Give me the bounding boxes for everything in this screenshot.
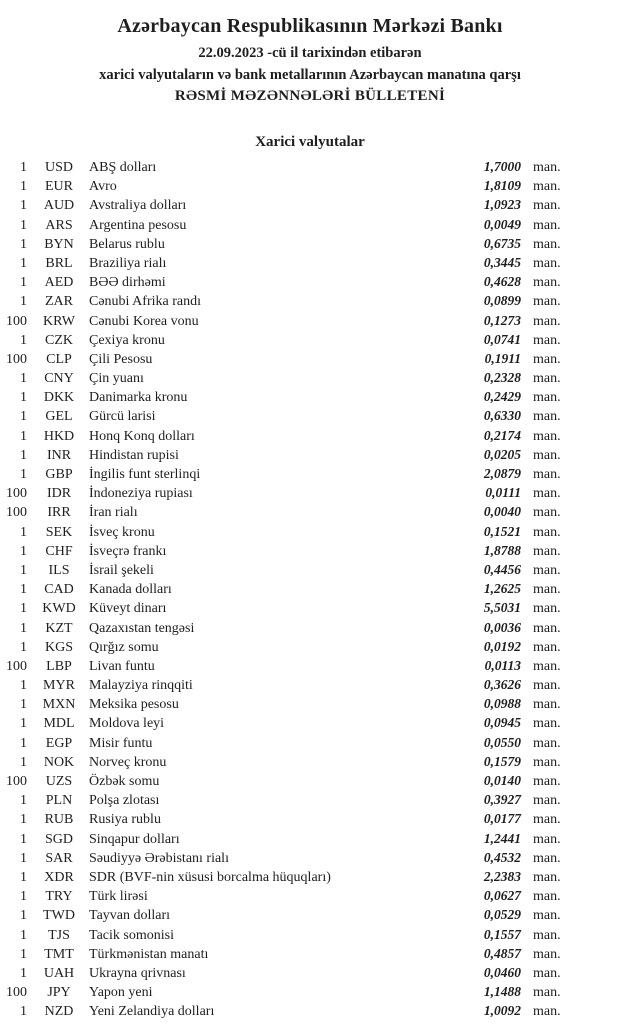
unit-cell: man. — [533, 735, 561, 751]
quantity-cell: 1 — [20, 447, 27, 463]
currency-name-cell: Avstraliya dolları — [89, 198, 187, 214]
currency-name-cell: Honq Konq dolları — [89, 428, 195, 444]
currency-name-cell: Yapon yeni — [89, 985, 153, 1001]
quantity-cell: 100 — [6, 313, 27, 329]
currency-code-cell: INR — [46, 447, 72, 463]
currency-name-cell: Çexiya kronu — [89, 332, 165, 348]
currency-code-cell: KZT — [45, 620, 73, 636]
table-row — [0, 752, 566, 771]
unit-cell: man. — [533, 831, 561, 847]
currency-name-cell: Səudiyyə Ərəbistanı rialı — [89, 850, 229, 866]
rate-value-cell: 0,0113 — [484, 657, 521, 673]
currency-name-cell: İndoneziya rupiası — [89, 486, 193, 502]
rate-value-cell: 0,2174 — [483, 427, 521, 443]
table-row — [0, 598, 566, 617]
quantity-cell: 1 — [20, 179, 27, 195]
unit-cell: man. — [533, 294, 561, 310]
quantity-cell: 100 — [6, 486, 27, 502]
rate-value-cell: 0,0988 — [483, 696, 521, 712]
currency-code-cell: MXN — [42, 697, 76, 713]
quantity-cell: 1 — [20, 543, 27, 559]
table-row — [0, 445, 566, 464]
quantity-cell: 1 — [20, 275, 27, 291]
unit-cell: man. — [533, 505, 561, 521]
currency-name-cell: Qazaxıstan tengəsi — [89, 620, 195, 636]
rate-value-cell: 0,0036 — [483, 619, 521, 635]
currency-name-cell: Türkmənistan manatı — [89, 946, 209, 962]
unit-cell: man. — [533, 236, 561, 252]
table-row — [0, 694, 566, 713]
rate-value-cell: 0,1521 — [483, 523, 521, 539]
unit-cell: man. — [533, 985, 561, 1001]
table-row — [0, 483, 566, 502]
currency-name-cell: Polşa zlotası — [89, 793, 160, 809]
unit-cell: man. — [533, 447, 561, 463]
currency-code-cell: TWD — [43, 908, 75, 924]
rate-value-cell: 0,4628 — [483, 274, 521, 290]
table-row — [0, 157, 566, 176]
quantity-cell: 100 — [6, 985, 27, 1001]
exchange-rates-table — [0, 157, 566, 1020]
quantity-cell: 1 — [20, 601, 27, 617]
currency-code-cell: SEK — [45, 524, 73, 540]
rate-value-cell: 0,0040 — [483, 504, 521, 520]
unit-cell: man. — [533, 658, 561, 674]
quantity-cell: 1 — [20, 620, 27, 636]
rate-value-cell: 2,0879 — [483, 466, 521, 481]
rate-value-cell: 1,1488 — [483, 984, 521, 1000]
rate-value-cell: 0,4456 — [483, 561, 521, 577]
quantity-cell: 1 — [20, 390, 27, 406]
rate-value-cell: 0,6735 — [483, 235, 521, 251]
bulletin-title: RƏSMİ MƏZƏNNƏLƏRİ BÜLLETENİ — [174, 88, 446, 104]
quantity-cell: 1 — [20, 409, 27, 425]
quantity-cell: 1 — [20, 927, 27, 943]
unit-cell: man. — [533, 793, 561, 809]
quantity-cell: 1 — [20, 217, 27, 233]
quantity-cell: 1 — [20, 831, 27, 847]
table-row — [0, 541, 566, 560]
table-row — [0, 176, 566, 195]
rate-value-cell: 0,0529 — [483, 907, 521, 923]
unit-cell: man. — [533, 486, 561, 502]
currency-code-cell: AED — [44, 275, 74, 291]
table-row — [0, 963, 566, 982]
currency-name-cell: Rusiya rublu — [89, 812, 161, 828]
currency-code-cell: GEL — [45, 409, 73, 425]
quantity-cell: 1 — [20, 332, 27, 348]
quantity-cell: 1 — [20, 869, 27, 885]
currency-code-cell: TJS — [48, 927, 70, 943]
quantity-cell: 1 — [20, 735, 27, 751]
currency-name-cell: Avro — [89, 179, 117, 195]
quantity-cell: 1 — [20, 965, 27, 981]
table-row — [0, 502, 566, 521]
currency-name-cell: SDR (BVF-nin xüsusi borcalma hüquqları) — [89, 869, 331, 885]
currency-name-cell: Yeni Zelandiya dolları — [89, 1004, 215, 1020]
bank-name-title: Azərbaycan Respublikasının Mərkəzi Bankı — [117, 15, 503, 37]
table-row — [0, 656, 566, 675]
table-row — [0, 291, 566, 310]
unit-cell: man. — [533, 198, 561, 214]
currency-code-cell: TRY — [45, 889, 73, 905]
unit-cell: man. — [533, 582, 561, 598]
currency-name-cell: Çili Pesosu — [89, 351, 153, 367]
currency-code-cell: AUD — [43, 198, 75, 214]
quantity-cell: 1 — [20, 697, 27, 713]
quantity-cell: 1 — [20, 678, 27, 694]
rate-value-cell: 0,0550 — [483, 734, 521, 750]
currency-name-cell: Norveç kronu — [89, 754, 167, 770]
table-row — [0, 368, 566, 387]
unit-cell: man. — [533, 351, 561, 367]
currency-name-cell: Misir funtu — [89, 735, 153, 751]
table-row — [0, 713, 566, 732]
unit-cell: man. — [533, 850, 561, 866]
currency-code-cell: IDR — [46, 486, 72, 502]
rate-value-cell: 0,3445 — [483, 254, 521, 270]
rate-value-cell: 1,0923 — [483, 197, 521, 213]
subject-line: xarici valyutaların və bank metallarının Azərbaycan manatına qarşı — [99, 67, 521, 83]
quantity-cell: 1 — [20, 562, 27, 578]
table-row — [0, 311, 566, 330]
unit-cell: man. — [533, 275, 561, 291]
currency-code-cell: CLP — [46, 351, 72, 367]
table-row — [0, 982, 566, 1001]
currency-name-cell: ABŞ dolları — [89, 160, 157, 175]
quantity-cell: 100 — [6, 351, 27, 367]
table-row — [0, 925, 566, 944]
quantity-cell: 1 — [20, 198, 27, 214]
currency-name-cell: Belarus rublu — [89, 236, 165, 252]
currency-name-cell: Kanada dolları — [89, 582, 172, 598]
rate-value-cell: 0,2328 — [483, 370, 521, 386]
currency-code-cell: ILS — [48, 562, 70, 578]
currency-name-cell: Tacik somonisi — [89, 927, 174, 943]
rate-value-cell: 0,0899 — [483, 293, 521, 309]
currency-name-cell: Meksika pesosu — [89, 697, 179, 713]
unit-cell: man. — [533, 371, 561, 387]
currency-name-cell: Argentina pesosu — [89, 217, 187, 233]
table-row — [0, 905, 566, 924]
table-row — [0, 809, 566, 828]
unit-cell: man. — [533, 869, 561, 885]
unit-cell: man. — [533, 562, 561, 578]
section-title-foreign-currencies: Xarici valyutalar — [255, 134, 365, 150]
unit-cell: man. — [533, 255, 561, 271]
currency-code-cell: NOK — [43, 754, 75, 770]
unit-cell: man. — [533, 543, 561, 559]
rate-value-cell: 1,8788 — [483, 542, 521, 558]
currency-code-cell: BRL — [45, 255, 73, 271]
currency-name-cell: Livan funtu — [89, 658, 155, 674]
document-header — [0, 0, 620, 106]
currency-code-cell: SGD — [44, 831, 73, 847]
unit-cell: man. — [533, 524, 561, 540]
currency-name-cell: Hindistan rupisi — [89, 447, 179, 463]
table-row — [0, 406, 566, 425]
rate-value-cell: 0,3626 — [483, 677, 521, 693]
rate-value-cell: 0,4532 — [483, 849, 521, 865]
table-row — [0, 867, 566, 886]
currency-code-cell: CHF — [45, 543, 73, 559]
currency-name-cell: İsrail şekeli — [89, 562, 154, 578]
rate-value-cell: 0,0049 — [483, 216, 521, 232]
unit-cell: man. — [533, 908, 561, 924]
unit-cell: man. — [533, 678, 561, 694]
rate-value-cell: 1,8109 — [483, 178, 521, 194]
table-row — [0, 464, 566, 483]
unit-cell: man. — [533, 179, 561, 195]
table-row — [0, 349, 566, 368]
unit-cell: man. — [533, 160, 561, 175]
effective-date-line: 22.09.2023 -cü il tarixindən etibarən — [198, 45, 422, 61]
quantity-cell: 1 — [20, 639, 27, 655]
unit-cell: man. — [533, 965, 561, 981]
unit-cell: man. — [533, 1004, 561, 1020]
currency-name-cell: BƏƏ dirhəmi — [89, 275, 166, 291]
table-row — [0, 195, 566, 214]
rate-value-cell: 0,3927 — [483, 792, 521, 808]
table-row — [0, 579, 566, 598]
table-row — [0, 733, 566, 752]
rate-value-cell: 1,2625 — [483, 581, 521, 597]
unit-cell: man. — [533, 946, 561, 962]
currency-code-cell: GBP — [45, 467, 73, 482]
table-row — [0, 426, 566, 445]
quantity-cell: 1 — [20, 160, 27, 175]
currency-code-cell: XDR — [44, 869, 74, 885]
quantity-cell: 1 — [20, 467, 27, 482]
table-row — [0, 1001, 566, 1020]
currency-name-cell: Çin yuanı — [89, 371, 144, 387]
quantity-cell: 1 — [20, 236, 27, 252]
currency-code-cell: IRR — [47, 505, 71, 521]
unit-cell: man. — [533, 812, 561, 828]
unit-cell: man. — [533, 409, 561, 425]
currency-code-cell: EGP — [45, 735, 73, 751]
unit-cell: man. — [533, 313, 561, 329]
table-row — [0, 618, 566, 637]
quantity-cell: 1 — [20, 793, 27, 809]
rate-value-cell: 0,1273 — [483, 312, 521, 328]
unit-cell: man. — [533, 927, 561, 943]
currency-code-cell: KWD — [42, 601, 76, 617]
currency-name-cell: Gürcü larisi — [89, 409, 156, 425]
quantity-cell: 100 — [6, 505, 27, 521]
currency-name-cell: Ukrayna qrivnası — [89, 965, 186, 981]
table-row — [0, 330, 566, 349]
rate-value-cell: 0,0192 — [483, 638, 521, 654]
unit-cell: man. — [533, 639, 561, 655]
currency-name-cell: Braziliya rialı — [89, 255, 167, 271]
rate-value-cell: 0,2429 — [483, 389, 521, 405]
currency-name-cell: Moldova leyi — [89, 716, 165, 732]
table-row — [0, 215, 566, 234]
currency-name-cell: İran rialı — [89, 505, 138, 521]
unit-cell: man. — [533, 716, 561, 732]
currency-code-cell: EUR — [45, 179, 73, 195]
rate-value-cell: 0,0205 — [483, 446, 521, 462]
currency-code-cell: USD — [44, 160, 73, 175]
unit-cell: man. — [533, 774, 561, 789]
rate-value-cell: 1,7000 — [483, 159, 521, 174]
unit-cell: man. — [533, 217, 561, 233]
currency-name-cell: İngilis funt sterlinqi — [89, 467, 201, 482]
table-row — [0, 944, 566, 963]
unit-cell: man. — [533, 601, 561, 617]
table-row — [0, 253, 566, 272]
currency-name-cell: Danimarka kronu — [89, 390, 188, 406]
unit-cell: man. — [533, 889, 561, 905]
table-row — [0, 272, 566, 291]
currency-code-cell: CAD — [44, 582, 74, 598]
currency-code-cell: KRW — [43, 313, 75, 329]
quantity-cell: 1 — [20, 428, 27, 444]
currency-code-cell: KGS — [44, 639, 73, 655]
table-row — [0, 829, 566, 848]
rate-value-cell: 0,0945 — [483, 715, 521, 731]
currency-code-cell: MDL — [43, 716, 75, 732]
quantity-cell: 1 — [20, 371, 27, 387]
quantity-cell: 1 — [20, 850, 27, 866]
rate-value-cell: 0,0741 — [483, 331, 521, 347]
rate-value-cell: 0,0177 — [483, 811, 521, 827]
currency-code-cell: SAR — [45, 850, 73, 866]
quantity-cell: 100 — [6, 658, 27, 674]
currency-code-cell: MYR — [43, 678, 75, 694]
currency-code-cell: ZAR — [45, 294, 73, 310]
table-row — [0, 522, 566, 541]
currency-code-cell: BYN — [44, 236, 74, 252]
unit-cell: man. — [533, 390, 561, 406]
currency-name-cell: İsveçrə frankı — [89, 543, 167, 559]
unit-cell: man. — [533, 697, 561, 713]
rate-value-cell: 0,0460 — [483, 964, 521, 980]
quantity-cell: 1 — [20, 908, 27, 924]
rate-value-cell: 0,6330 — [483, 408, 521, 424]
currency-code-cell: NZD — [44, 1004, 74, 1020]
rate-value-cell: 0,1557 — [483, 926, 521, 942]
currency-name-cell: İsveç kronu — [89, 524, 155, 540]
currency-name-cell: Cənubi Afrika randı — [89, 294, 201, 310]
unit-cell: man. — [533, 754, 561, 770]
rate-value-cell: 1,2441 — [483, 830, 521, 846]
currency-name-cell: Türk lirəsi — [89, 889, 148, 905]
currency-code-cell: CZK — [45, 332, 73, 348]
rate-value-cell: 1,0092 — [483, 1003, 521, 1019]
quantity-cell: 1 — [20, 812, 27, 828]
unit-cell: man. — [533, 467, 561, 482]
rate-value-cell: 2,2383 — [483, 868, 521, 884]
currency-code-cell: RUB — [44, 812, 74, 828]
quantity-cell: 1 — [20, 255, 27, 271]
rate-value-cell: 0,0111 — [485, 485, 521, 501]
currency-code-cell: ARS — [45, 217, 73, 233]
quantity-cell: 1 — [20, 1004, 27, 1020]
rate-value-cell: 0,0140 — [483, 773, 521, 788]
currency-name-cell: Özbək somu — [89, 774, 160, 789]
currency-code-cell: UZS — [45, 774, 73, 789]
currency-name-cell: Sinqapur dolları — [89, 831, 180, 847]
table-row — [0, 886, 566, 905]
currency-code-cell: TMT — [44, 946, 74, 962]
currency-code-cell: DKK — [43, 390, 75, 406]
quantity-cell: 1 — [20, 582, 27, 598]
table-row — [0, 234, 566, 253]
rate-value-cell: 0,1911 — [484, 350, 521, 366]
unit-cell: man. — [533, 428, 561, 444]
currency-code-cell: HKD — [43, 428, 75, 444]
table-row — [0, 790, 566, 809]
quantity-cell: 1 — [20, 294, 27, 310]
currency-name-cell: Qırğız somu — [89, 639, 159, 655]
currency-code-cell: UAH — [43, 965, 75, 981]
unit-cell: man. — [533, 332, 561, 348]
quantity-cell: 1 — [20, 946, 27, 962]
unit-cell: man. — [533, 620, 561, 636]
currency-code-cell: CNY — [44, 371, 74, 387]
currency-name-cell: Malayziya rinqqiti — [89, 678, 193, 694]
quantity-cell: 1 — [20, 889, 27, 905]
table-row — [0, 771, 566, 790]
quantity-cell: 1 — [20, 754, 27, 770]
table-row — [0, 637, 566, 656]
table-row — [0, 387, 566, 406]
currency-code-cell: PLN — [45, 793, 73, 809]
currency-name-cell: Küveyt dinarı — [89, 601, 167, 617]
currency-name-cell: Tayvan dolları — [89, 908, 171, 924]
rate-value-cell: 0,4857 — [483, 945, 521, 961]
rate-value-cell: 0,1579 — [483, 753, 521, 769]
currency-code-cell: JPY — [47, 985, 71, 1001]
quantity-cell: 1 — [20, 716, 27, 732]
rate-value-cell: 0,0627 — [483, 888, 521, 904]
table-row — [0, 560, 566, 579]
table-row — [0, 675, 566, 694]
table-row — [0, 848, 566, 867]
currency-name-cell: Cənubi Korea vonu — [89, 313, 199, 329]
quantity-cell: 1 — [20, 524, 27, 540]
quantity-cell: 100 — [6, 774, 27, 789]
rate-value-cell: 5,5031 — [483, 600, 521, 616]
currency-code-cell: LBP — [46, 658, 72, 674]
